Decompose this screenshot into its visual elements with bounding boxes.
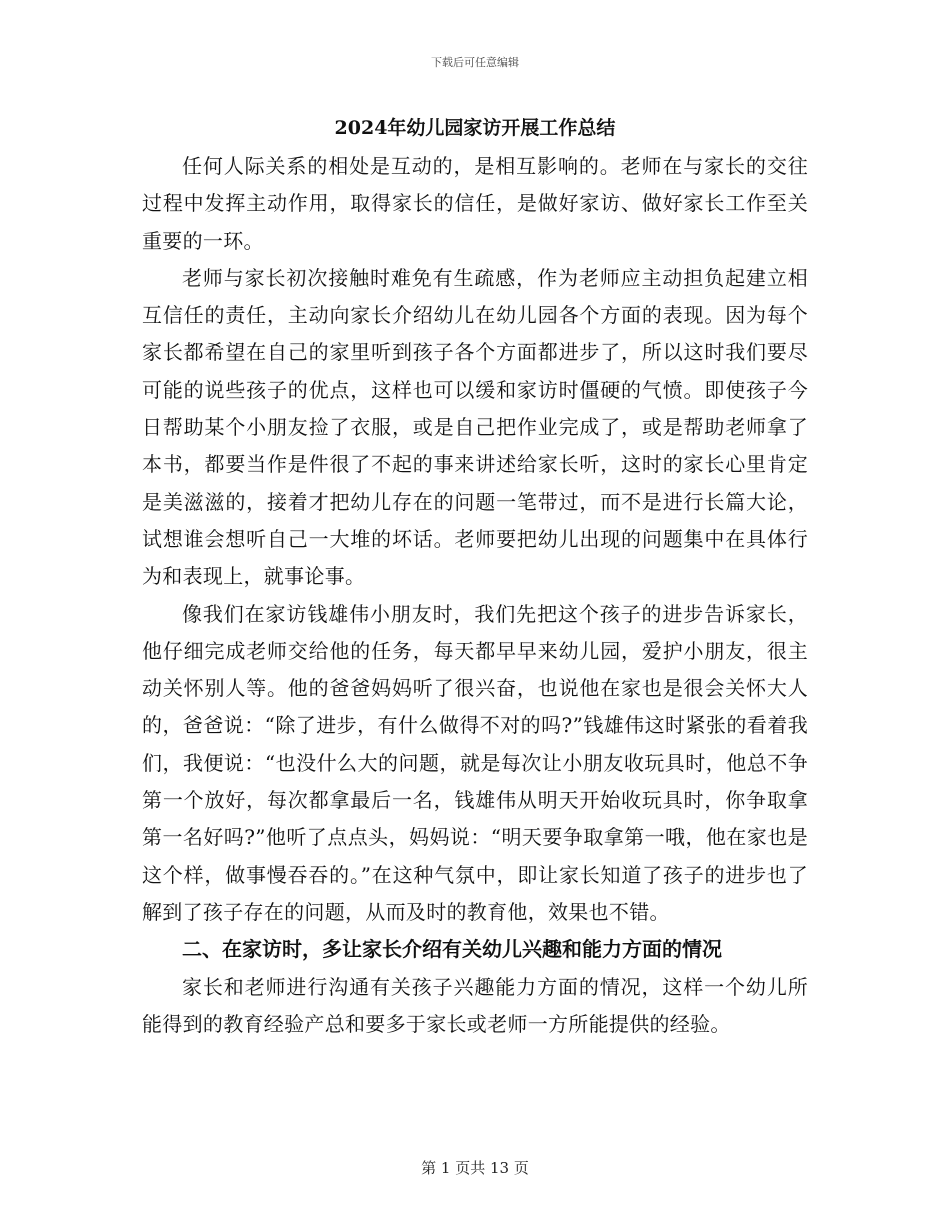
document-body [142, 112, 808, 1043]
page-header-note: 下载后可任意编辑 [431, 56, 519, 69]
document-title: 2024年幼儿园家访开展工作总结 [334, 117, 616, 139]
paragraph-example: 像我们在家访钱雄伟小朋友时，我们先把这个孩子的进步告诉家长，他仔细完成老师交给他的任务，每天都早早来幼儿园，爱护小朋友，很主动关怀别人等。他的爸爸妈妈听了很兴奋，也说他在家也是很会关怀大人的，爸爸说：“除了进步，有什么做得不对的吗?”钱雄伟这时紧张的看着我们，我便说：“也没什么大的问题，就是每次让小朋友收玩具时，他总不争第一个放好，每次都拿最后一名，钱雄伟从明天开始收玩具时，你争取拿第一名好吗?”他听了点点头，妈妈说：“明天要争取拿第一哦，他在家也是这个样，做事慢吞吞的。”在这种气氛中，即让家长知道了孩子的进步也了解到了孩子存在的问题，从而及时的教育他，效果也不错。 [142, 601, 808, 924]
paragraph-first-contact: 老师与家长初次接触时难免有生疏感，作为老师应主动担负起建立相互信任的责任，主动向家长介绍幼儿在幼儿园各个方面的表现。因为每个家长都希望在自己的家里听到孩子各个方面都进步了，所以这时我们要尽可能的说些孩子的优点，这样也可以缓和家访时僵硬的气愤。即使孩子今日帮助某个小朋友捡了衣服，或是自己把作业完成了，或是帮助老师拿了本书，都要当作是件很了不起的事来讲述给家长听，这时的家长心里肯定是美滋滋的，接着才把幼儿存在的问题一笔带过，而不是进行长篇大论，试想谁会想听自己一大堆的坏话。老师要把幼儿出现的问题集中在具体行为和表现上，就事论事。 [142, 265, 808, 589]
paragraph-section: 家长和老师进行沟通有关孩子兴趣能力方面的情况，这样一个幼儿所能得到的教育经验产总和要多于家长或老师一方所能提供的经验。 [142, 974, 808, 1036]
page-footer: 第 1 页共 13 页 [421, 1159, 529, 1177]
section-heading: 二、在家访时，多让家长介绍有关幼儿兴趣和能力方面的情况 [182, 937, 722, 962]
paragraph-intro: 任何人际关系的相处是互动的，是相互影响的。老师在与家长的交往过程中发挥主动作用，取得家长的信任，是做好家访、做好家长工作至关重要的一环。 [142, 154, 808, 253]
